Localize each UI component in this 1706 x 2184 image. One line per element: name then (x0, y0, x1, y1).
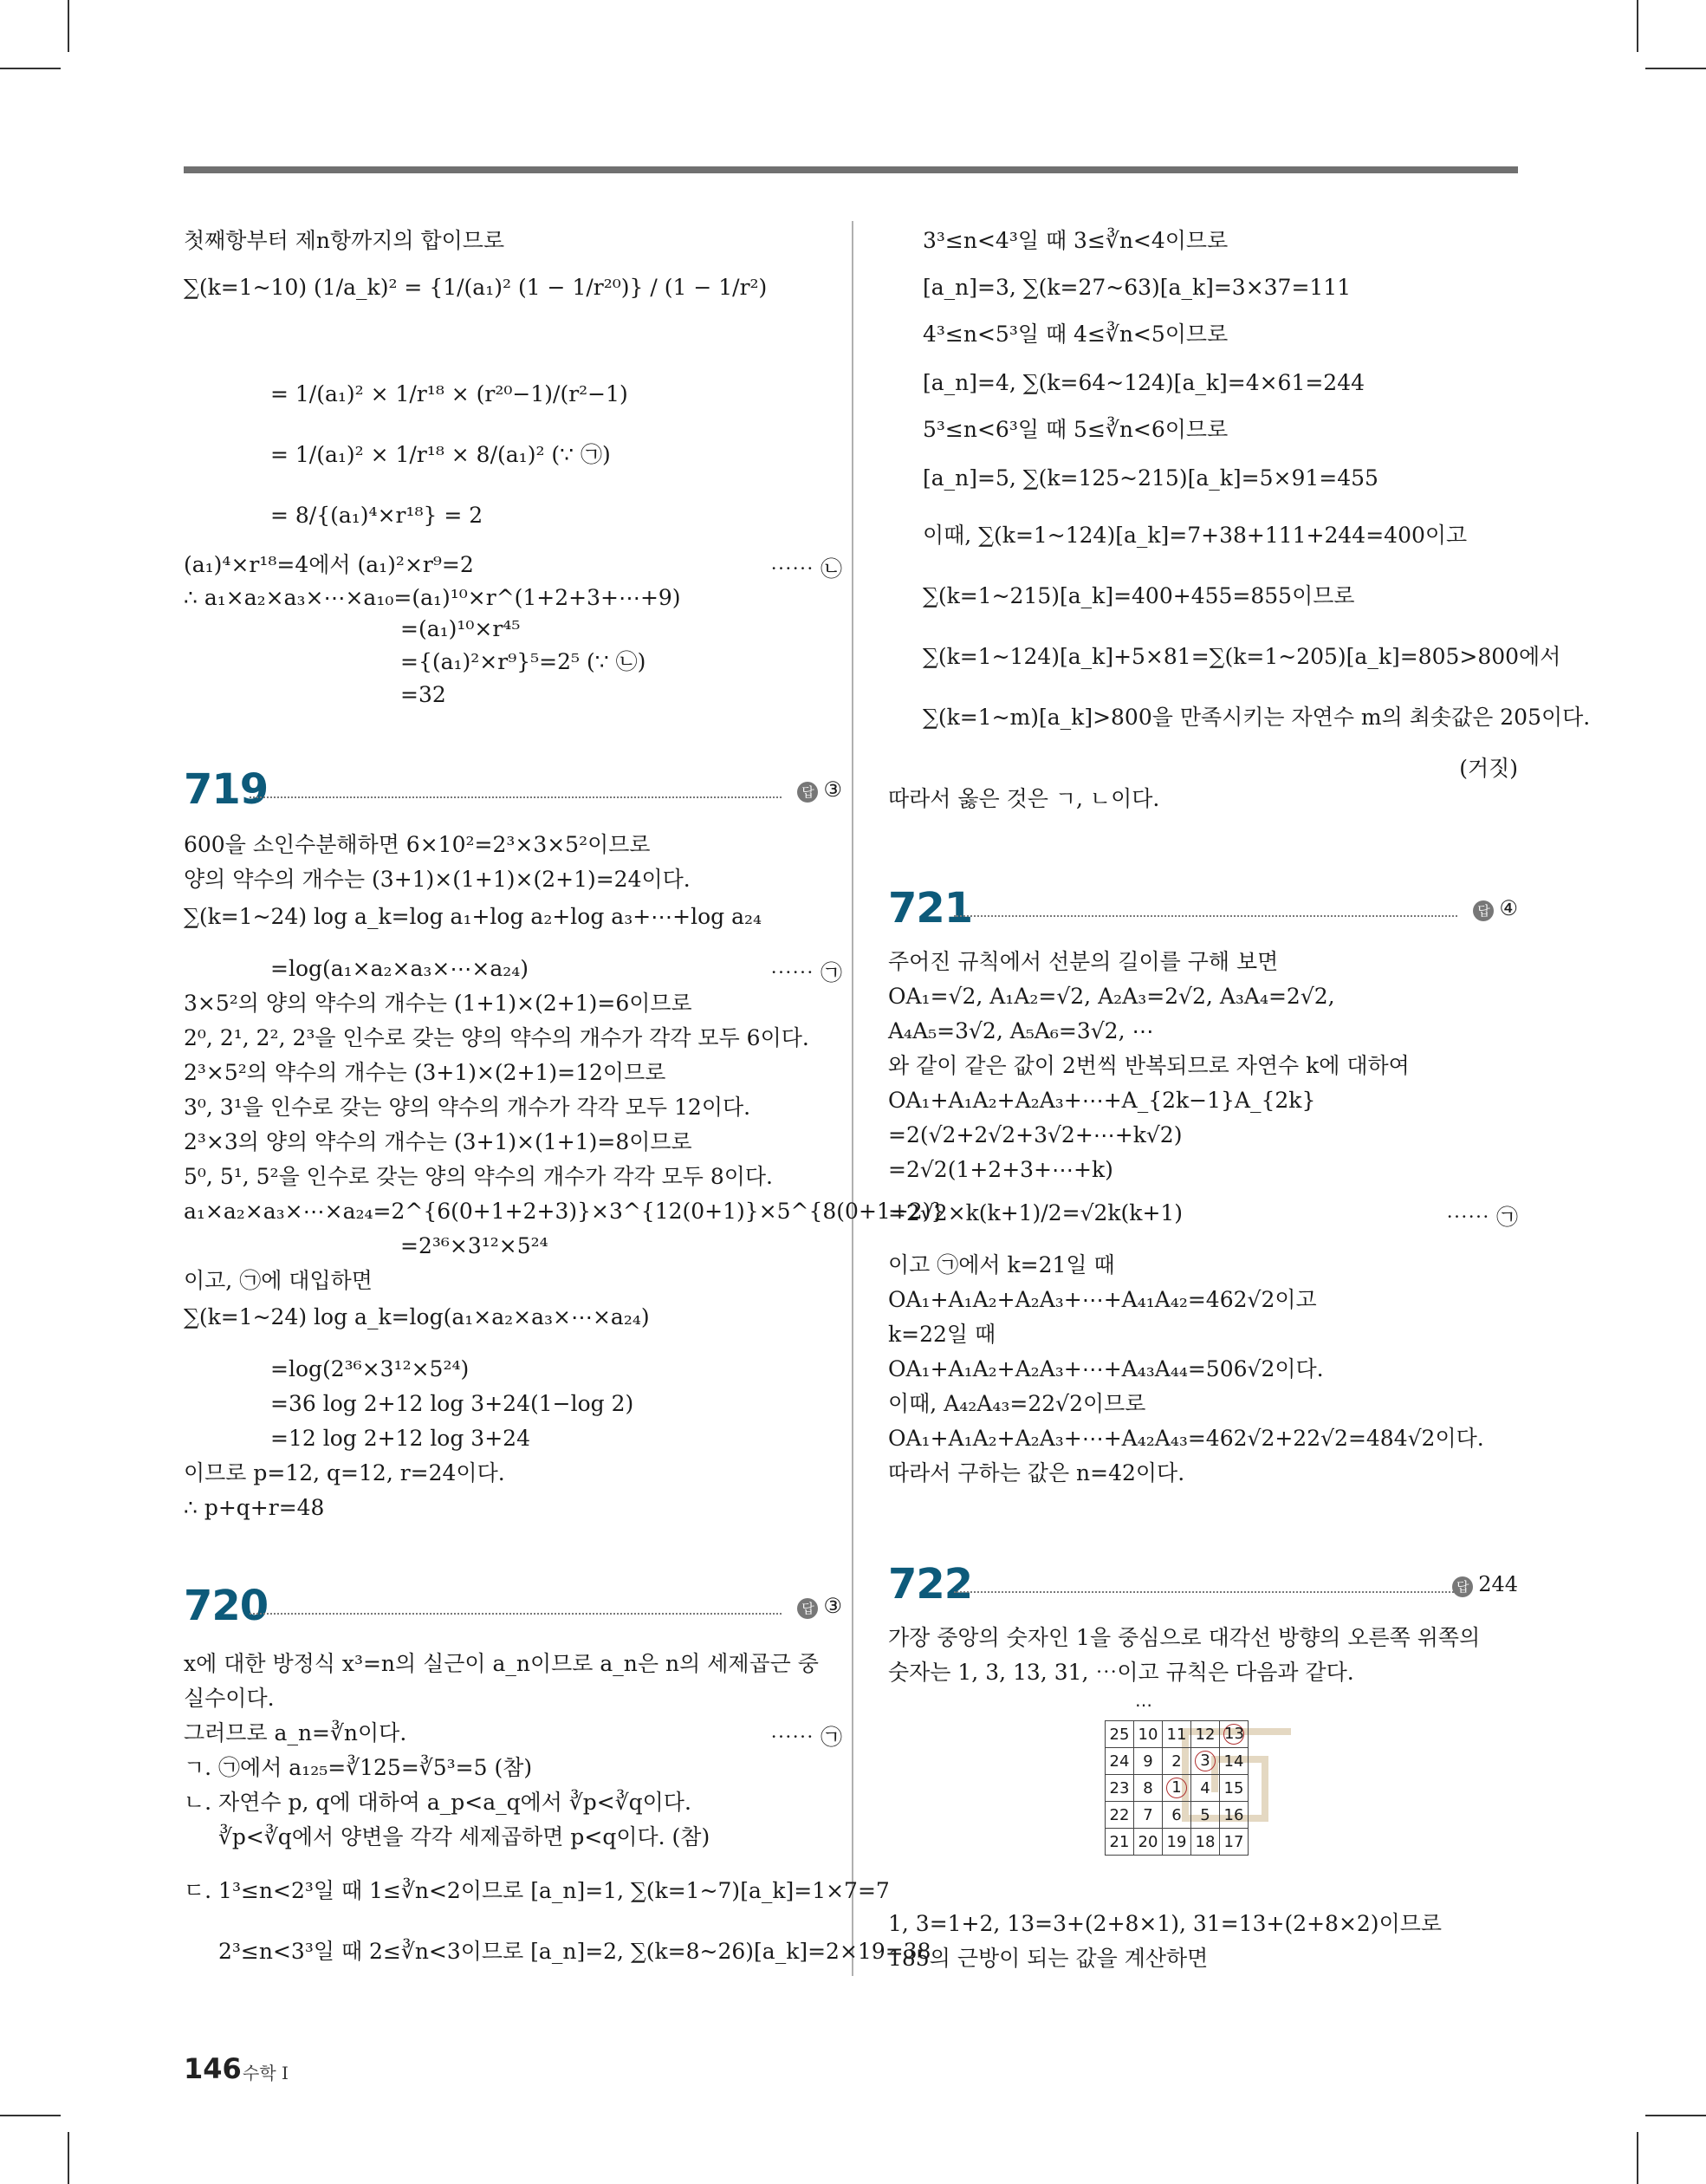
answer-badge: 답 (1452, 1576, 1473, 1597)
column-divider (852, 221, 853, 1976)
circled-number: 1 (1166, 1778, 1187, 1798)
answer-label (1452, 1572, 1518, 1597)
math-line: OA₁=√2, A₁A₂=√2, A₂A₃=2√2, A₃A₄=2√2, (888, 984, 1335, 1009)
grid-cell-circled (1191, 1748, 1220, 1775)
text-line: 2³×3의 양의 약수의 개수는 (3+1)×(1+1)=8이므로 (184, 1129, 692, 1154)
text-line: 가장 중앙의 숫자인 1을 중심으로 대각선 방향의 오른쪽 위쪽의 (888, 1625, 1481, 1650)
answer-badge: 답 (1473, 900, 1494, 921)
text-line: 3⁰, 3¹을 인수로 갖는 양의 약수의 개수가 각각 모두 12이다. (184, 1095, 751, 1120)
problem-header-719 (184, 765, 842, 817)
problem-number: 720 (184, 1582, 269, 1630)
text-line: 주어진 규칙에서 선분의 길이를 구해 보면 (888, 949, 1279, 974)
math-line: ={(a₁)²×r⁹}⁵=2⁵ (∵ ㉡) (400, 649, 646, 674)
math-line: ∑(k=1~m)[a_k]>800을 만족시키는 자연수 m의 최솟값은 205이다. (923, 705, 1591, 730)
grid-row (1106, 1721, 1249, 1748)
crop-mark (1645, 68, 1706, 69)
subject-label: 수학 I (243, 2063, 289, 2083)
grid-cell: 15 (1220, 1775, 1249, 1802)
math-line: ∑(k=1~10) (1/a_k)² = {1/(a₁)² (1 − 1/r²⁰)} / (1 − 1/r²) (184, 275, 768, 300)
answer-label (1473, 896, 1518, 921)
math-line: [a_n]=3, ∑(k=27~63)[a_k]=3×37=111 (923, 275, 1352, 300)
problem-header-720 (184, 1582, 842, 1634)
grid-cell: 23 (1106, 1775, 1134, 1802)
math-line: OA₁+A₁A₂+A₂A₃+⋯+A₄₃A₄₄=506√2이다. (888, 1356, 1324, 1381)
grid-row (1106, 1829, 1249, 1856)
text-line: 이므로 p=12, q=12, r=24이다. (184, 1460, 505, 1485)
math-line: =2√2×k(k+1)/2=√2k(k+1) (888, 1200, 1184, 1225)
text-line: 5⁰, 5¹, 5²을 인수로 갖는 양의 약수의 개수가 각각 모두 8이다. (184, 1164, 773, 1189)
text-line: x에 대한 방정식 x³=n의 실근이 a_n이므로 a_n은 n의 세제곱근 중 (184, 1651, 819, 1676)
crop-mark (1645, 2115, 1706, 2116)
math-line: ∴ p+q+r=48 (184, 1495, 325, 1520)
text-line: ∛p<∛q에서 양변을 각각 세제곱하면 p<q이다. (참) (218, 1824, 710, 1849)
answer-label (797, 777, 842, 803)
math-line: a₁×a₂×a₃×⋯×a₂₄=2^{6(0+1+2+3)}×3^{12(0+1)}×5^{8(0+1+2)} (184, 1199, 945, 1224)
text-line: 양의 약수의 개수는 (3+1)×(1+1)×(2+1)=24이다. (184, 867, 691, 892)
grid-cell: 9 (1134, 1748, 1163, 1775)
grid-row (1106, 1802, 1249, 1829)
crop-mark (68, 2132, 69, 2184)
grid-cell: 18 (1191, 1829, 1220, 1856)
grid-cell: 8 (1134, 1775, 1163, 1802)
text-line: 숫자는 1, 3, 13, 31, ⋯이고 규칙은 다음과 같다. (888, 1660, 1354, 1685)
problem-number: 719 (184, 765, 269, 814)
math-line: =(a₁)¹⁰×r⁴⁵ (400, 616, 521, 641)
crop-mark (68, 0, 69, 52)
text-line: 실수이다. (184, 1686, 275, 1711)
crop-mark (0, 68, 61, 69)
dotted-leader (250, 1613, 782, 1615)
math-line: ∑(k=1~24) log a_k=log a₁+log a₂+log a₃+⋯+log a₂₄ (184, 904, 762, 929)
math-line: =2(√2+2√2+3√2+⋯+k√2) (888, 1122, 1183, 1147)
text-line: 첫째항부터 제n항까지의 합이므로 (184, 228, 505, 253)
problem-header-722 (888, 1560, 1518, 1612)
math-line: 5³≤n<6³일 때 5≤∛n<6이므로 (923, 417, 1229, 442)
math-line: =log(2³⁶×3¹²×5²⁴) (270, 1356, 470, 1381)
math-line: 이때, A₄₂A₄₃=22√2이므로 (888, 1391, 1146, 1416)
page-number: 146 (184, 2052, 242, 2085)
math-line: =2³⁶×3¹²×5²⁴ (400, 1233, 548, 1258)
math-line: A₄A₅=3√2, A₅A₆=3√2, ⋯ (888, 1018, 1154, 1043)
equation-mark: ⋯⋯ ㉠ (770, 960, 842, 985)
answer-value: ③ (823, 1594, 842, 1618)
math-line: = 1/(a₁)² × 1/r¹⁸ × (r²⁰−1)/(r²−1) (270, 381, 628, 406)
problem-number: 722 (888, 1560, 973, 1609)
grid-cell: 5 (1191, 1802, 1220, 1829)
problem-number: 721 (888, 884, 973, 933)
text-line: 185의 근방이 되는 값을 계산하면 (888, 1946, 1209, 1971)
circled-number: 3 (1195, 1751, 1216, 1771)
text-line: 따라서 옳은 것은 ㄱ, ㄴ이다. (888, 786, 1160, 811)
text-line: 2⁰, 2¹, 2², 2³을 인수로 갖는 양의 약수의 개수가 각각 모두 6이다. (184, 1025, 809, 1050)
grid-cell: 10 (1134, 1721, 1163, 1748)
grid-cell-circled (1163, 1775, 1191, 1802)
grid-cell: 6 (1163, 1802, 1191, 1829)
text-line: 1, 3=1+2, 13=3+(2+8×1), 31=13+(2+8×2)이므로 (888, 1911, 1443, 1936)
math-line: 2³≤n<3³일 때 2≤∛n<3이므로 [a_n]=2, ∑(k=8~26)[a_k]=2×19=38 (218, 1939, 931, 1964)
math-line: =12 log 2+12 log 3+24 (270, 1426, 530, 1451)
equation-mark: ⋯⋯ ㉠ (1446, 1205, 1518, 1230)
math-line: ∑(k=1~24) log a_k=log(a₁×a₂×a₃×⋯×a₂₄) (184, 1304, 650, 1329)
answer-badge: 답 (797, 1598, 818, 1619)
header-rule (184, 166, 1518, 173)
grid-ellipsis: ⋯ (1135, 1694, 1152, 1715)
grid-cell: 11 (1163, 1721, 1191, 1748)
answer-label (797, 1594, 842, 1619)
math-line: =log(a₁×a₂×a₃×⋯×a₂₄) (270, 956, 529, 981)
grid-cell: 22 (1106, 1802, 1134, 1829)
text-line: ㄴ. 자연수 p, q에 대하여 a_p<a_q에서 ∛p<∛q이다. (184, 1790, 691, 1815)
math-line: ∴ a₁×a₂×a₃×⋯×a₁₀=(a₁)¹⁰×r^(1+2+3+⋯+9) (184, 585, 681, 610)
math-line: 4³≤n<5³일 때 4≤∛n<5이므로 (923, 322, 1229, 347)
grid-cell: 19 (1163, 1829, 1191, 1856)
grid-cell: 24 (1106, 1748, 1134, 1775)
dotted-leader (954, 1591, 1457, 1593)
math-line: = 8/{(a₁)⁴×r¹⁸} = 2 (270, 503, 483, 528)
grid-cell: 17 (1220, 1829, 1249, 1856)
math-line: ∑(k=1~215)[a_k]=400+455=855이므로 (923, 583, 1355, 608)
text-line: 이고 ㉠에서 k=21일 때 (888, 1252, 1115, 1277)
text-line: 그러므로 a_n=∛n이다. (184, 1720, 407, 1745)
math-line: OA₁+A₁A₂+A₂A₃+⋯+A_{2k−1}A_{2k} (888, 1088, 1316, 1113)
math-line: =36 log 2+12 log 3+24(1−log 2) (270, 1391, 634, 1416)
verdict-label: (거짓) (1459, 756, 1518, 781)
grid-cell-circled (1220, 1721, 1249, 1748)
grid-row (1106, 1775, 1249, 1802)
math-line: =2√2(1+2+3+⋯+k) (888, 1157, 1113, 1182)
math-line: [a_n]=4, ∑(k=64~124)[a_k]=4×61=244 (923, 370, 1365, 395)
math-line: k=22일 때 (888, 1322, 996, 1347)
text-line: ㄱ. ㉠에서 a₁₂₅=∛125=∛5³=5 (참) (184, 1755, 533, 1780)
crop-mark (1637, 2132, 1638, 2184)
equation-mark: ⋯⋯ ㉡ (770, 556, 842, 582)
circled-number: 13 (1224, 1725, 1244, 1743)
math-line: 3³≤n<4³일 때 3≤∛n<4이므로 (923, 228, 1229, 253)
crop-mark (1637, 0, 1638, 52)
math-line: (a₁)⁴×r¹⁸=4에서 (a₁)²×r⁹=2 (184, 552, 474, 577)
answer-value: ④ (1499, 896, 1518, 920)
math-line: OA₁+A₁A₂+A₂A₃+⋯+A₄₁A₄₂=462√2이고 (888, 1287, 1317, 1312)
math-line: = 1/(a₁)² × 1/r¹⁸ × 8/(a₁)² (∵ ㉠) (270, 442, 611, 467)
dotted-leader (954, 915, 1457, 917)
equation-mark: ⋯⋯ ㉠ (770, 1725, 842, 1750)
answer-badge: 답 (797, 782, 818, 803)
text-line: 와 같이 같은 값이 2번씩 반복되므로 자연수 k에 대하여 (888, 1053, 1410, 1078)
grid-cell: 12 (1191, 1721, 1220, 1748)
grid-cell: 7 (1134, 1802, 1163, 1829)
answer-value: 244 (1478, 1572, 1518, 1596)
text-line: 이고, ㉠에 대입하면 (184, 1268, 373, 1293)
math-line: ㄷ. 1³≤n<2³일 때 1≤∛n<2이므로 [a_n]=1, ∑(k=1~7)[a_k]=1×7=7 (184, 1878, 890, 1903)
grid-cell: 4 (1191, 1775, 1220, 1802)
grid-cell: 14 (1220, 1748, 1249, 1775)
number-spiral-grid (1105, 1720, 1249, 1856)
grid-cell: 21 (1106, 1829, 1134, 1856)
dotted-leader (250, 796, 782, 798)
crop-mark (0, 2115, 61, 2116)
math-line: ∑(k=1~124)[a_k]+5×81=∑(k=1~205)[a_k]=805>800에서 (923, 644, 1561, 669)
math-line: OA₁+A₁A₂+A₂A₃+⋯+A₄₂A₄₃=462√2+22√2=484√2이다. (888, 1426, 1484, 1451)
text-line: 3×5²의 양의 약수의 개수는 (1+1)×(2+1)=6이므로 (184, 991, 692, 1016)
math-line: 이때, ∑(k=1~124)[a_k]=7+38+111+244=400이고 (923, 523, 1468, 548)
text-line: 따라서 구하는 값은 n=42이다. (888, 1460, 1185, 1485)
grid-cell: 2 (1163, 1748, 1191, 1775)
math-line: [a_n]=5, ∑(k=125~215)[a_k]=5×91=455 (923, 465, 1378, 491)
answer-value: ③ (823, 777, 842, 802)
text-line: 600을 소인수분해하면 6×10²=2³×3×5²이므로 (184, 832, 651, 857)
text-line: 2³×5²의 약수의 개수는 (3+1)×(2+1)=12이므로 (184, 1060, 666, 1085)
grid-cell: 16 (1220, 1802, 1249, 1829)
grid-cell: 25 (1106, 1721, 1134, 1748)
math-line: =32 (400, 682, 446, 707)
problem-header-721 (888, 884, 1518, 936)
grid-cell: 20 (1134, 1829, 1163, 1856)
grid-row (1106, 1748, 1249, 1775)
